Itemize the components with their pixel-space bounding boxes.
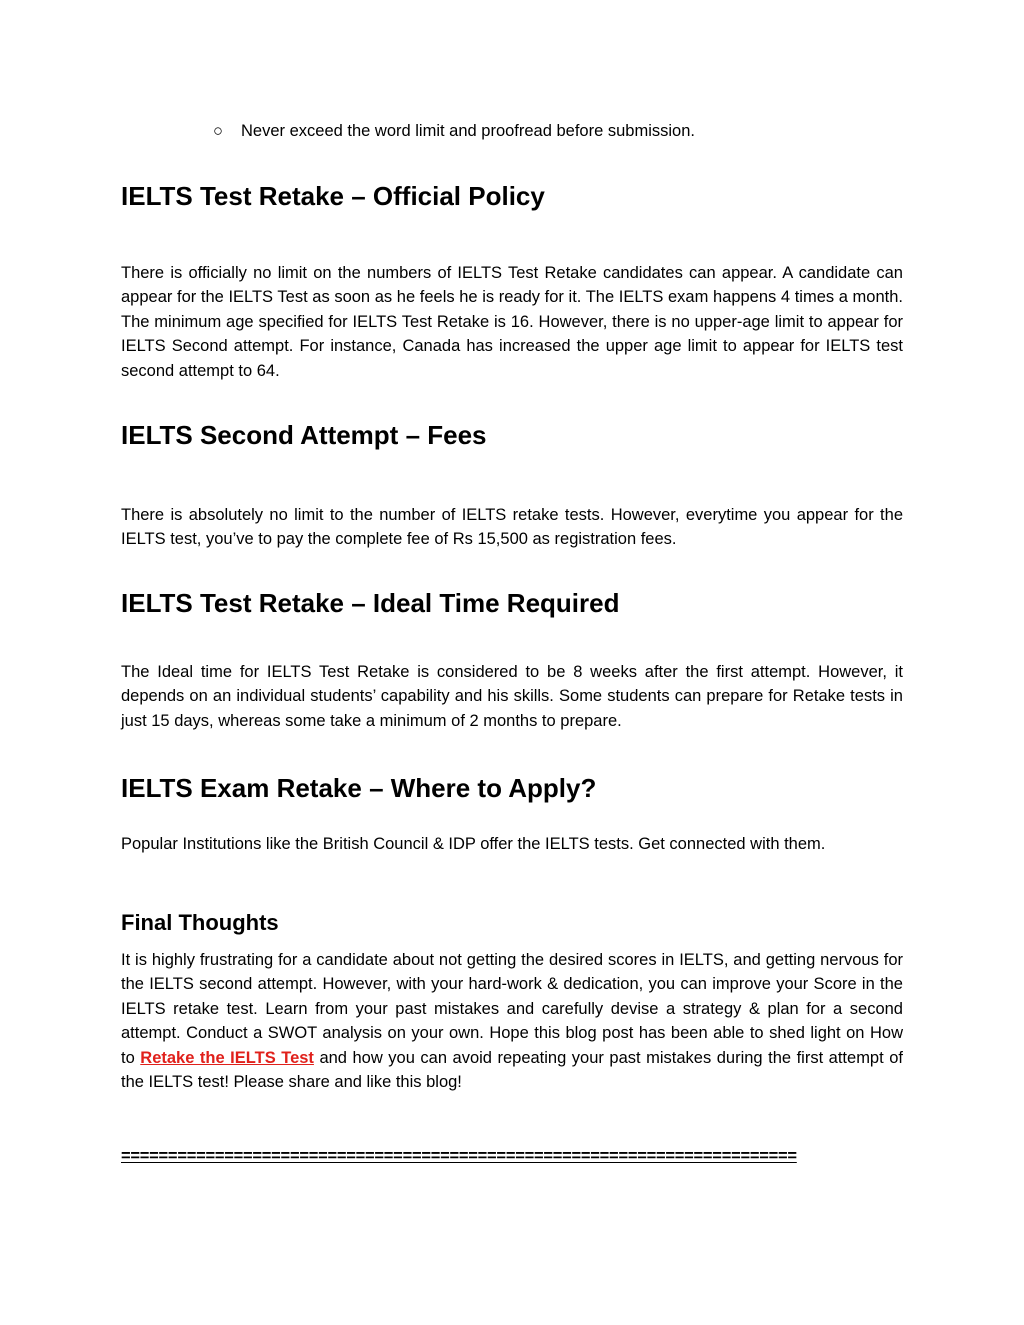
paragraph-official-policy: There is officially no limit on the numbers of IELTS Test Retake candidates can appear. A candidate can appear for the IELTS Test as soon as he feels he is ready for it. The IELTS exam happens 4 times a month. The minimum age specified for IELTS Test Retake is 16. However, there is no upper-age limit to appear for IELTS Second attempt. For instance, Canada has increased the upper age limit to appear for IELTS test second attempt to 64. xyxy=(121,264,903,380)
bullet-text: Never exceed the word limit and proofread before submission. xyxy=(241,122,695,140)
paragraph-fees: There is absolutely no limit to the number of IELTS retake tests. However, everytime you appear for the IELTS test, you’ve to pay the complete fee of Rs 15,500 as registration fees. xyxy=(121,506,903,549)
retake-ielts-test-link[interactable]: Retake the IELTS Test xyxy=(140,1048,314,1067)
heading-official-policy: IELTS Test Retake – Official Policy xyxy=(121,181,545,211)
bullet-item xyxy=(213,119,695,143)
heading-final-thoughts: Final Thoughts xyxy=(121,910,279,935)
paragraph-ideal-time: The Ideal time for IELTS Test Retake is considered to be 8 weeks after the first attempt. However, it depends on an individual students’ capability and his skills. Some students can prepare for Retake tests in just 15 days, whereas some take a minimum of 2 months to prepare. xyxy=(121,663,903,730)
heading-fees: IELTS Second Attempt – Fees xyxy=(121,420,487,450)
paragraph-final-thoughts xyxy=(121,948,903,1094)
separator-line: ======================================================================== xyxy=(121,1147,797,1165)
final-thoughts-text-after-link: and how you can avoid repeating your past mistakes during the first attempt of the IELTS test! Please share and like this blog! xyxy=(121,1048,903,1092)
paragraph-where-to-apply: Popular Institutions like the British Council & IDP offer the IELTS tests. Get connected with them. xyxy=(121,835,826,853)
final-thoughts-text-before-link: It is highly frustrating for a candidate about not getting the desired scores in IELTS, and getting nervous for the IELTS second attempt. However, with your hard-work & dedication, you can improve your Score in the IELTS retake test. Learn from your past mistakes and carefully devise a strategy & plan for a second attempt. Conduct a SWOT analysis on your own. Hope this blog post has been able to shed light on How to xyxy=(121,951,903,1067)
heading-where-to-apply: IELTS Exam Retake – Where to Apply? xyxy=(121,773,597,803)
hollow-circle-bullet-icon: ○ xyxy=(213,122,223,140)
heading-ideal-time: IELTS Test Retake – Ideal Time Required xyxy=(121,588,620,618)
